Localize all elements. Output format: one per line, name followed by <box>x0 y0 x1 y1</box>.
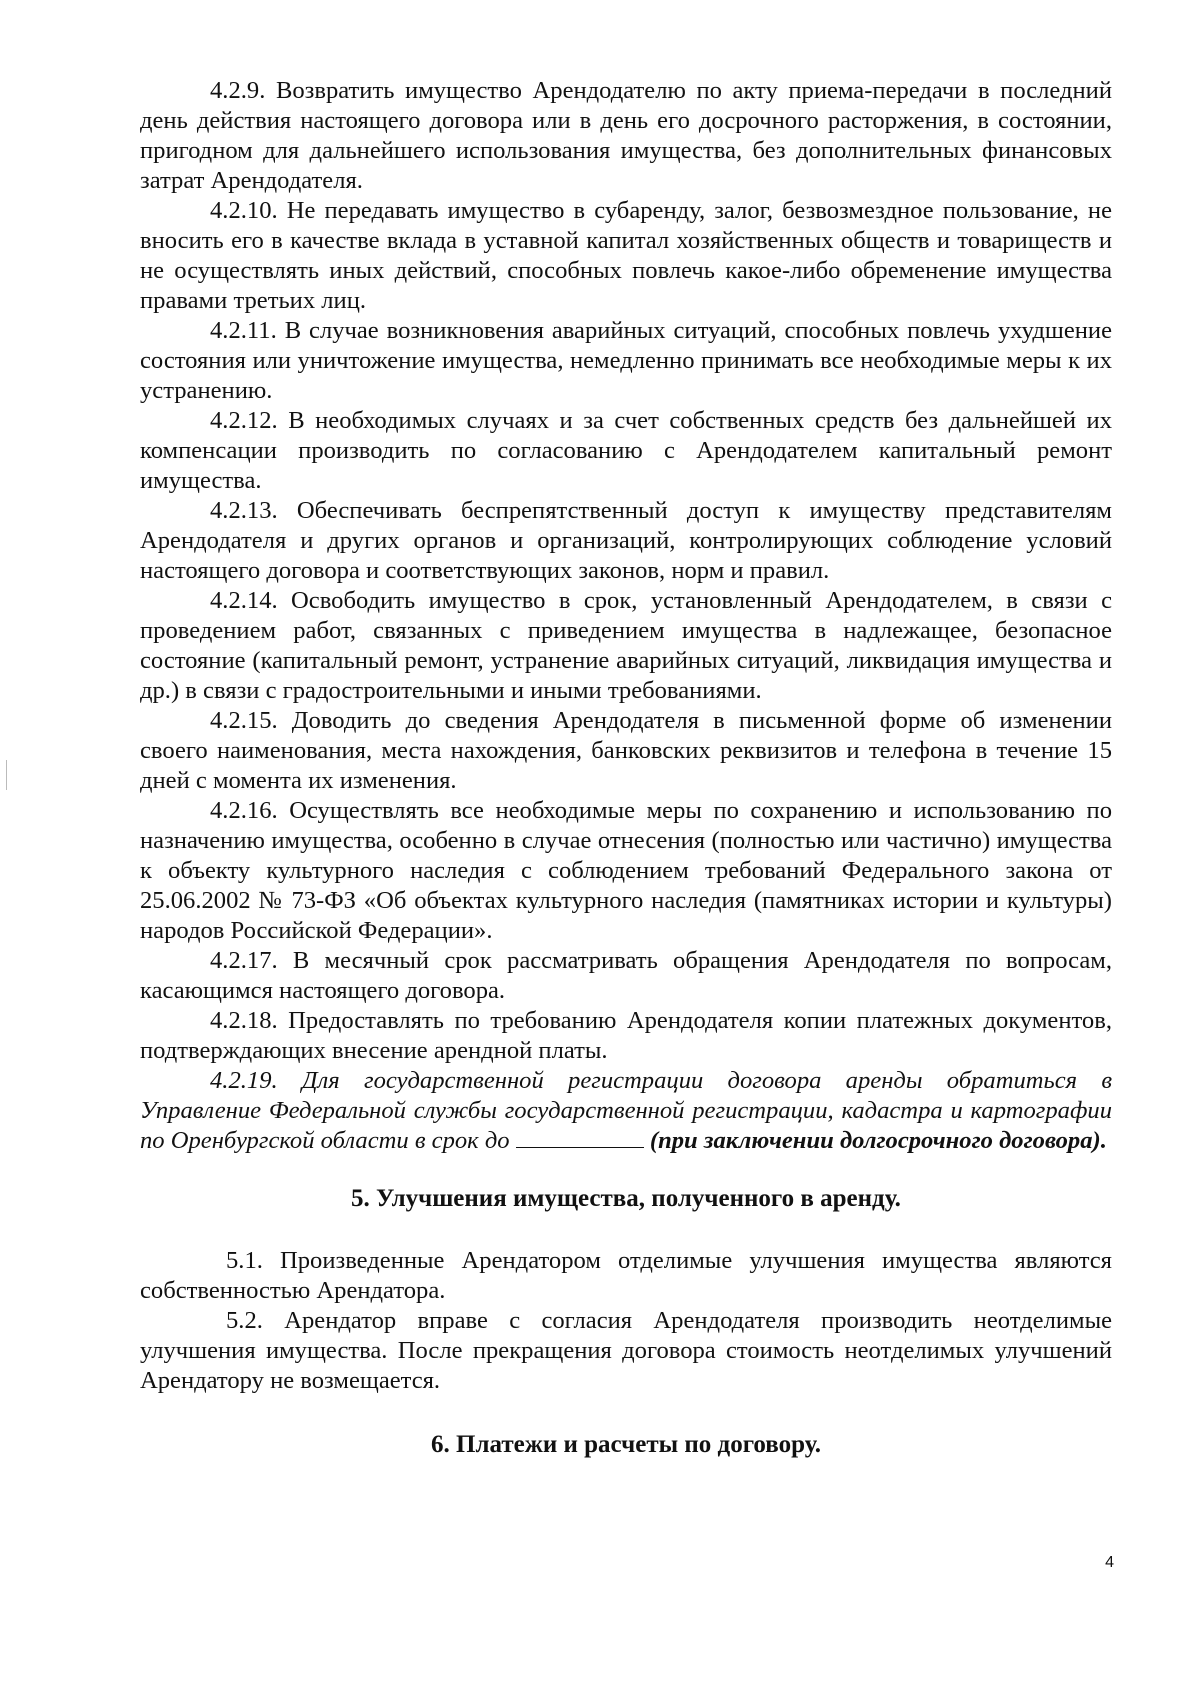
clause-4-2-19 <box>140 1066 1112 1156</box>
clause-4-2-17 <box>140 946 1112 1006</box>
clause-number: 5.2. <box>226 1307 263 1334</box>
section5-heading: 5. Улучшения имущества, полученного в аренду. <box>351 1185 901 1212</box>
clause-number: 4.2.12. <box>210 407 278 434</box>
clause-text: Для государственной регистрации договора аренды обратиться в Управление Федеральной службы государственной регистрации, кадастра и картографии по Оренбургской области в срок до <box>140 1067 1112 1154</box>
clause-number: 4.2.16. <box>210 797 278 824</box>
clause-4-2-16 <box>140 796 1112 946</box>
clause-4-2-15 <box>140 706 1112 796</box>
scan-artifact <box>6 760 7 790</box>
clause-text: В месячный срок рассматривать обращения Арендодателя по вопросам, касающимся настоящего договора. <box>140 947 1112 1004</box>
clause-5-2 <box>140 1306 1112 1396</box>
section5-clauses <box>140 1246 1112 1396</box>
clause-text: Арендатор вправе с согласия Арендодателя производить неотделимые улучшения имущества. После прекращения договора стоимость неотделимых улучшений Арендатору не возмещается. <box>140 1307 1113 1394</box>
clause-number: 4.2.14. <box>210 587 278 614</box>
clause-text: Произведенные Арендатором отделимые улучшения имущества являются собственностью Арендатора. <box>140 1247 1112 1304</box>
clause-text: В необходимых случаях и за счет собственных средств без дальнейшей их компенсации производить по согласованию с Арендодателем капитальный ремонт имущества. <box>140 407 1113 494</box>
clause-text: В случае возникновения аварийных ситуаций, способных повлечь ухудшение состояния или уничтожение имущества, немедленно принимать все необходимые меры к их устранению. <box>140 317 1112 404</box>
clause-text: Возвратить имущество Арендодателю по акту приема-передачи в последний день действия настоящего договора или в день его досрочного расторжения, в состоянии, пригодном для дальнейшего использования имущества, без дополнительных финансовых затрат Арендодателя. <box>140 77 1113 194</box>
clause-bold-note: (при заключении долгосрочного договора). <box>649 1127 1107 1154</box>
clause-4-2-14 <box>140 586 1112 706</box>
clause-number: 4.2.17. <box>210 947 278 974</box>
clause-4-2-18 <box>140 1006 1112 1066</box>
date-blank-line <box>516 1127 644 1148</box>
section6-heading: 6. Платежи и расчеты по договору. <box>431 1431 821 1458</box>
clause-4-2-11 <box>140 316 1112 406</box>
clause-number: 4.2.19. <box>210 1067 278 1094</box>
clause-number: 5.1. <box>226 1247 263 1274</box>
clause-number: 4.2.18. <box>210 1007 278 1034</box>
clause-text: Освободить имущество в срок, установленный Арендодателем, в связи с проведением работ, связанных с приведением имущества в надлежащее, безопасное состояние (капитальный ремонт, устранение аварийных ситуаций, ликвидация имущества и др.) в связи с градостроительными и иными требованиями. <box>140 587 1112 704</box>
clause-number: 4.2.10. <box>210 197 278 224</box>
clause-number: 4.2.13. <box>210 497 278 524</box>
section4-clauses <box>140 76 1112 1156</box>
clause-4-2-13 <box>140 496 1112 586</box>
clause-number: 4.2.11. <box>210 317 277 344</box>
clause-text: Осуществлять все необходимые меры по сохранению и использованию по назначению имущества, особенно в случае отнесения (полностью или частично) имущества к объекту культурного наследия с соблюдением требований Федерального закона от 25.06.2002 № 73-ФЗ «Об объектах культурного наследия (памятниках истории и культуры) народов Российской Федерации». <box>140 797 1112 944</box>
clause-text: Доводить до сведения Арендодателя в письменной форме об изменении своего наименования, места нахождения, банковских реквизитов и телефона в течение 15 дней с момента их изменения. <box>140 707 1113 794</box>
clause-number: 4.2.15. <box>210 707 278 734</box>
clause-4-2-9 <box>140 76 1112 196</box>
clause-5-1 <box>140 1246 1112 1306</box>
clause-text: Предоставлять по требованию Арендодателя копии платежных документов, подтверждающих внесение арендной платы. <box>140 1007 1112 1064</box>
clause-text: Обеспечивать беспрепятственный доступ к имуществу представителям Арендодателя и других органов и организаций, контролирующих соблюдение условий настоящего договора и соответствующих законов, норм и правил. <box>140 497 1112 584</box>
clause-4-2-10 <box>140 196 1112 316</box>
document-page <box>140 76 1112 1460</box>
clause-number: 4.2.9. <box>210 77 266 104</box>
clause-text: Не передавать имущество в субаренду, залог, безвозмездное пользование, не вносить его в качестве вклада в уставной капитал хозяйственных обществ и товариществ и не осуществлять иных действий, способных повлечь какое-либо обременение имущества правами третьих лиц. <box>140 197 1112 314</box>
page-number: 4 <box>1105 1554 1114 1571</box>
clause-4-2-12 <box>140 406 1112 496</box>
